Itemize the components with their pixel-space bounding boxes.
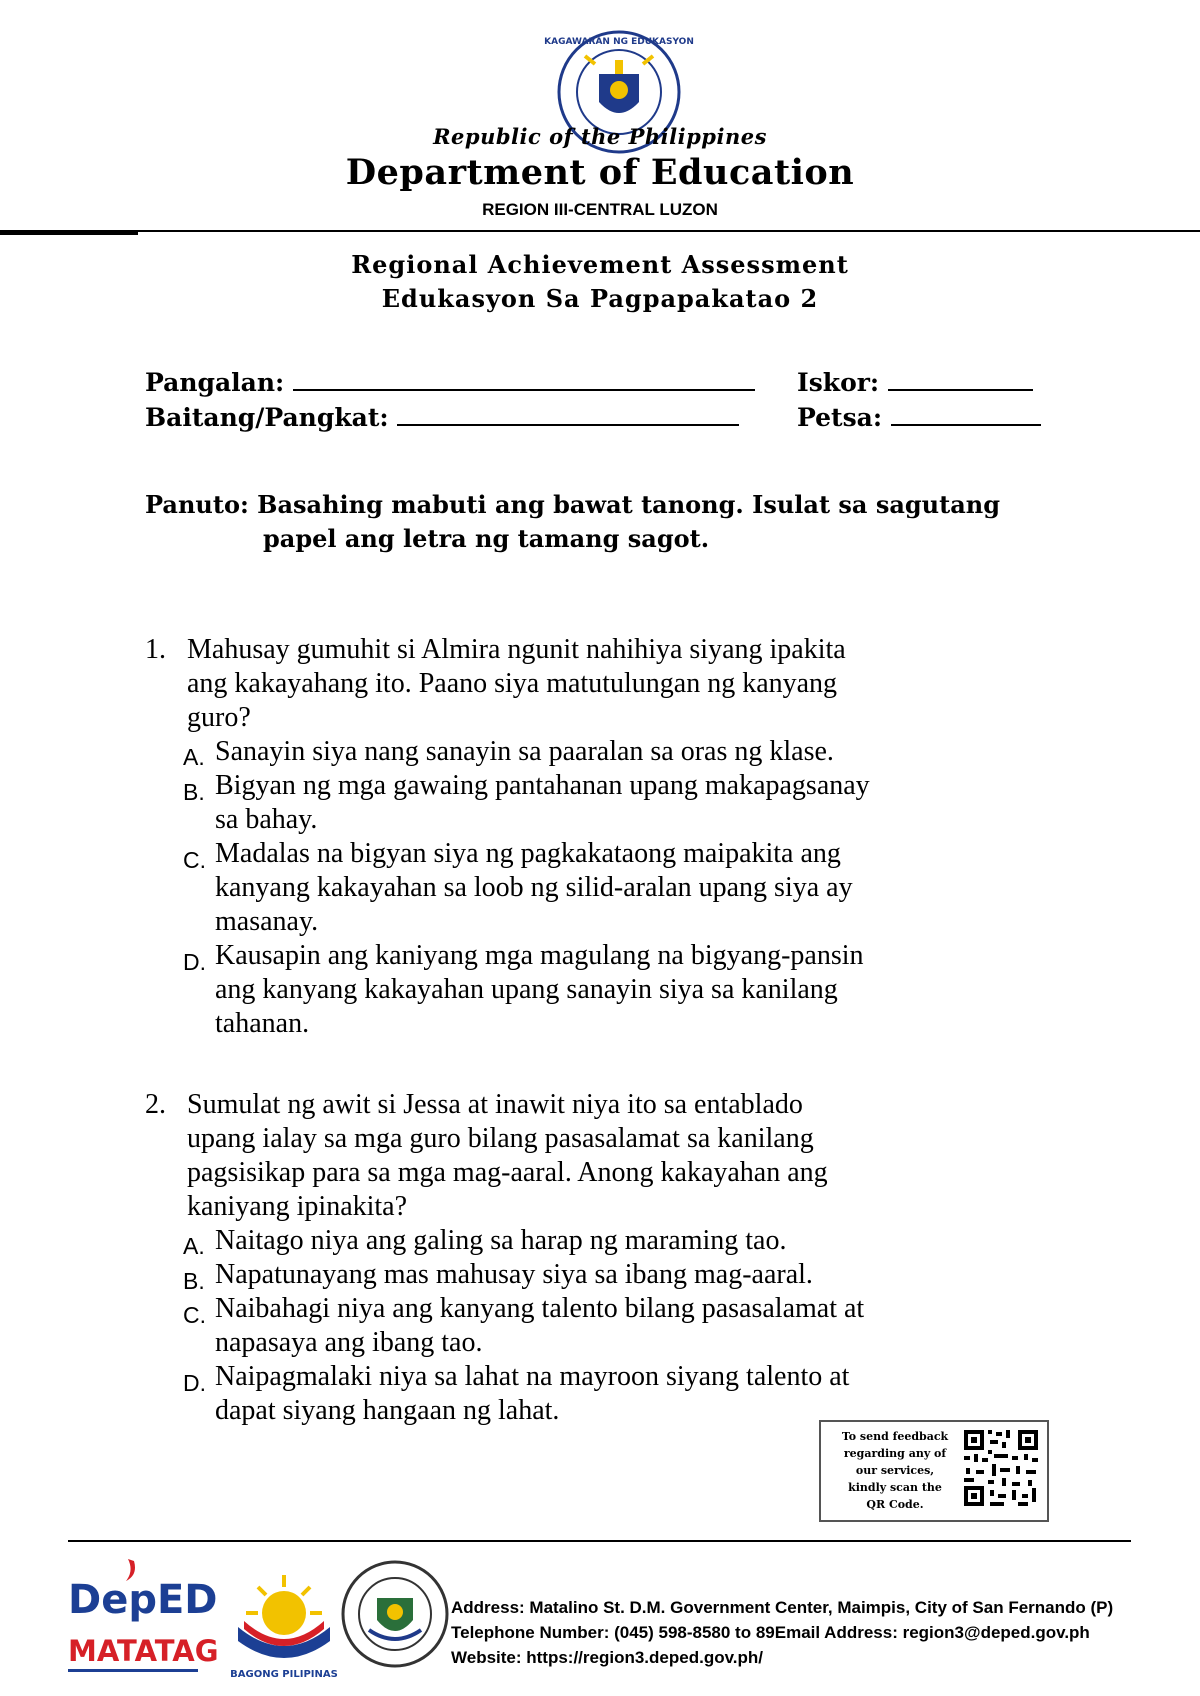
option-c-text[interactable]: masanay. [215,906,319,937]
pangalan-label: Pangalan: [145,368,285,397]
option-c-text[interactable]: Naibahagi niya ang kanyang talento bilang pasasalamat at [215,1293,865,1324]
option-letter-c[interactable]: C. [183,847,206,873]
deped-matatag-logo [68,1555,219,1681]
pangalan-blank[interactable] [293,367,755,391]
feedback-line: our services, [855,1464,935,1477]
option-d-text[interactable]: dapat siyang hangaan ng lahat. [215,1395,560,1426]
matatag-logo-text: MATATAG [68,1634,219,1668]
question-line: upang ialay sa mga guro bilang pasasalamat sa kanilang [187,1123,814,1154]
header-divider-accent [0,232,138,235]
iskor-label: Iskor: [797,368,880,397]
footer-website[interactable]: Website: https://region3.deped.gov.ph/ [451,1648,763,1667]
option-letter-d[interactable]: D. [183,949,206,975]
iskor-blank[interactable] [888,367,1033,391]
option-letter-b[interactable]: B. [183,779,205,805]
baitang-blank[interactable] [397,402,739,426]
option-b-text[interactable]: Napatunayang mas mahusay siya sa ibang mag-aaral. [215,1259,813,1290]
option-d-text[interactable]: tahanan. [215,1008,310,1039]
baitang-label: Baitang/Pangkat: [145,403,389,432]
question-number: 1. [145,634,166,665]
subject-title: Edukasyon Sa Pagpapakatao 2 [381,284,819,313]
instructions [145,488,1095,556]
feedback-line: To send feedback [841,1430,949,1443]
instructions-label: Panuto: [145,490,249,519]
feedback-line: kindly scan the [848,1481,942,1494]
option-d-text[interactable]: ang kanyang kakayahan upang sanayin siya sa kanilang [215,974,838,1005]
option-b-text[interactable]: sa bahay. [215,804,318,835]
instructions-line2: papel ang letra ng tamang sagot. [263,524,710,553]
question-line: Mahusay gumuhit si Almira ngunit nahihiya siyang ipakita [187,634,846,665]
option-letter-b[interactable]: B. [183,1268,205,1294]
pangalan-field[interactable] [145,367,755,397]
republic-heading: Republic of the Philippines [433,124,767,149]
option-letter-a[interactable]: A. [183,1233,205,1259]
footer-address: Address: Matalino St. D.M. Government Center, Maimpis, City of San Fernando (P) [451,1598,1114,1617]
department-heading: Department of Education [345,152,855,193]
question-line: pagsisikap para sa mga mag-aaral. Anong kakayahan ang [187,1157,828,1188]
iskor-field[interactable] [797,367,1033,397]
assessment-title: Regional Achievement Assessment [351,250,849,279]
petsa-field[interactable] [797,402,1041,432]
option-c-text[interactable]: Madalas na bigyan siya ng pagkakataong maipakita ang [215,838,841,869]
feedback-line: QR Code. [866,1498,924,1511]
footer-telephone: Telephone Number: (045) 598-8580 to 89Email Address: region3@deped.gov.ph [451,1623,1090,1642]
option-letter-d[interactable]: D. [183,1370,206,1396]
petsa-label: Petsa: [797,403,883,432]
bagong-pilipinas-logo [228,1565,340,1680]
feedback-text [830,1428,960,1513]
bagong-pilipinas-text: BAGONG PILIPINAS [230,1669,338,1680]
feedback-line: regarding any of [843,1447,947,1460]
question-line: guro? [187,702,251,733]
header-divider [0,230,1200,232]
baitang-field[interactable] [145,402,739,432]
option-letter-c[interactable]: C. [183,1302,206,1328]
option-letter-a[interactable]: A. [183,744,205,770]
qr-code-icon[interactable] [962,1428,1040,1508]
region-heading: REGION III-CENTRAL LUZON [482,200,718,219]
option-d-text[interactable]: Kausapin ang kaniyang mga magulang na bigyang-pansin [215,940,864,971]
option-c-text[interactable]: kanyang kakayahan sa loob ng silid-aralan upang siya ay [215,872,853,903]
option-a-text[interactable]: Naitago niya ang galing sa harap ng maraming tao. [215,1225,787,1256]
question-line: kaniyang ipinakita? [187,1191,408,1222]
petsa-blank[interactable] [891,402,1041,426]
deped-seal-footer-logo [339,1558,451,1670]
footer-divider [68,1540,1131,1542]
question-number: 2. [145,1089,166,1120]
svg-text:KAGAWARAN NG EDUKASYON: KAGAWARAN NG EDUKASYON [544,37,694,47]
option-a-text[interactable]: Sanayin siya nang sanayin sa paaralan sa oras ng klase. [215,736,834,767]
option-d-text[interactable]: Naipagmalaki niya sa lahat na mayroon siyang talento at [215,1361,850,1392]
option-b-text[interactable]: Bigyan ng mga gawaing pantahanan upang makapagsanay [215,770,870,801]
option-c-text[interactable]: napasaya ang ibang tao. [215,1327,483,1358]
question-line: Sumulat ng awit si Jessa at inawit niya ito sa entablado [187,1089,803,1120]
question-line: ang kakayahang ito. Paano siya matutulungan ng kanyang [187,668,838,699]
deped-logo-text: DepED [68,1577,218,1623]
instructions-line1: Basahing mabuti ang bawat tanong. Isulat sa sagutang [257,490,1000,519]
